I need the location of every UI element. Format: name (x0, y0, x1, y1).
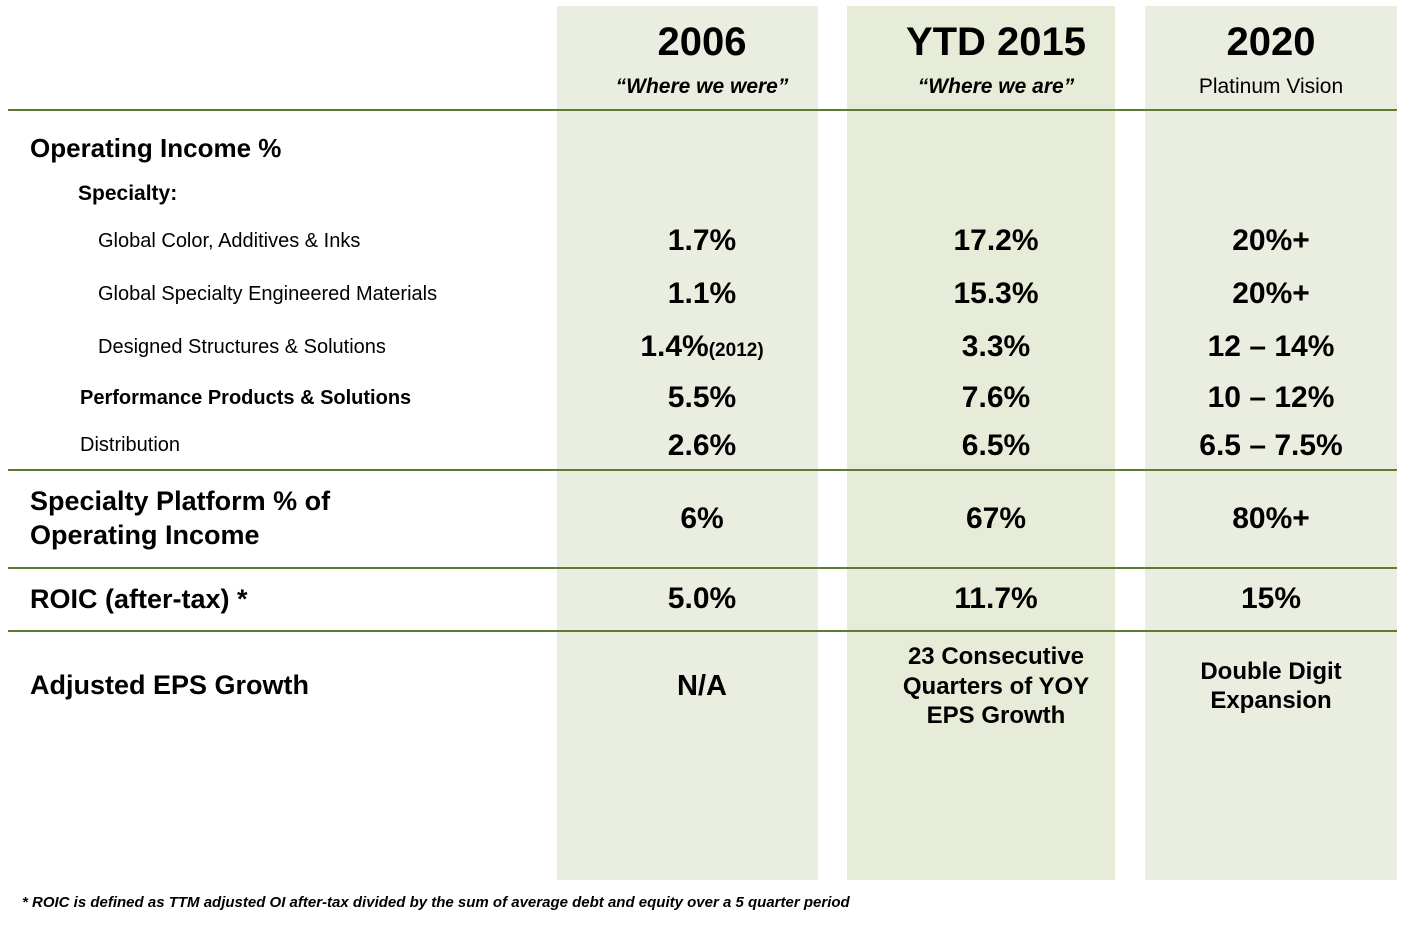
row-value-2006-dss (557, 320, 847, 373)
eps-ytd2015-line3: EPS Growth (926, 701, 1066, 729)
header-year-2006: 2006 (657, 20, 747, 64)
specialty-subgroup-2006 (557, 172, 847, 214)
operating-income-title-ytd2015 (847, 111, 1145, 172)
row-value-2020-distribution: 6.5 – 7.5% (1199, 428, 1343, 462)
row-value-ytd2015-gsem: 15.3% (953, 276, 1039, 310)
row-value-ytd2015-roic: 11.7% (954, 582, 1038, 616)
table-row (8, 422, 1397, 470)
row-value-ytd2015-pps: 7.6% (961, 380, 1031, 414)
row-label-dss: Designed Structures & Solutions (98, 336, 386, 358)
row-value-ytd2015-distribution: 6.5% (961, 428, 1031, 462)
table-row (8, 632, 1397, 740)
header-subtitle-2020: Platinum Vision (1198, 75, 1344, 98)
table-row (8, 320, 1397, 373)
row-value-2006-dss-number: 1.4% (640, 329, 709, 363)
specialty-platform-label-line2: Operating Income (30, 519, 260, 550)
operating-income-title-2020 (1145, 111, 1397, 172)
specialty-subgroup-2020 (1145, 172, 1397, 214)
table-row (8, 267, 1397, 320)
table-row (8, 569, 1397, 632)
row-label-specialty-platform (8, 471, 557, 568)
eps-ytd2015-line2: Quarters of YOY (902, 672, 1090, 700)
row-value-2020-dss: 12 – 14% (1207, 329, 1335, 363)
row-label-roic: ROIC (after-tax) * (30, 583, 248, 614)
row-value-2020-gsem: 20%+ (1232, 276, 1310, 310)
specialty-subgroup-ytd2015 (847, 172, 1145, 214)
header-row-years (8, 0, 1397, 62)
row-value-2020-specialty-platform: 80%+ (1232, 501, 1310, 535)
header-subtitle-ytd2015: “Where we are” (917, 75, 1075, 98)
header-row-subtitles (8, 62, 1397, 110)
row-value-2006-roic: 5.0% (667, 582, 737, 616)
row-value-2006-dss-note: (2012) (708, 339, 764, 361)
row-value-2006-gsem: 1.1% (667, 276, 737, 310)
header-empty-cell (8, 0, 557, 62)
row-value-2006-distribution: 2.6% (667, 428, 737, 462)
header-year-2020: 2020 (1226, 20, 1316, 64)
eps-2020-line2: Expansion (1210, 687, 1332, 715)
header-year-ytd2015: YTD 2015 (905, 20, 1087, 64)
row-label-gsem: Global Specialty Engineered Materials (98, 283, 438, 305)
specialty-subgroup-label: Specialty: (78, 182, 178, 205)
row-value-2006-global-color: 1.7% (667, 223, 737, 257)
row-value-2006-pps: 5.5% (667, 380, 737, 414)
row-label-eps-growth: Adjusted EPS Growth (30, 670, 310, 701)
row-label-pps: Performance Products & Solutions (80, 387, 412, 409)
row-label-global-color: Global Color, Additives & Inks (98, 230, 361, 252)
row-label-distribution: Distribution (80, 434, 181, 456)
footnote-roic-definition: * ROIC is defined as TTM adjusted OI after-tax divided by the sum of average debt and equity over a 5 quarter period (22, 894, 850, 911)
row-operating-income-title (8, 111, 1397, 172)
table-row (8, 471, 1397, 568)
row-specialty-subgroup (8, 172, 1397, 214)
header-subtitle-2006: “Where we were” (615, 75, 789, 98)
operating-income-title: Operating Income % (30, 133, 282, 163)
specialty-platform-label-line1: Specialty Platform % of (30, 486, 331, 516)
row-value-2020-global-color: 20%+ (1232, 223, 1310, 257)
table-row (8, 214, 1397, 267)
header-subtitle-empty-cell (8, 62, 557, 110)
row-value-2006-eps-growth: N/A (677, 669, 727, 702)
eps-2020-line1: Double Digit (1200, 657, 1342, 685)
row-value-ytd2015-dss: 3.3% (961, 329, 1031, 363)
row-value-2020-roic: 15% (1240, 582, 1302, 616)
row-value-ytd2015-specialty-platform: 67% (965, 501, 1027, 535)
row-value-2020-pps: 10 – 12% (1207, 380, 1335, 414)
row-value-ytd2015-eps-growth (847, 632, 1145, 740)
row-value-2006-specialty-platform: 6% (680, 501, 724, 535)
metrics-table (8, 0, 1397, 740)
table-row (8, 373, 1397, 422)
row-value-2020-eps-growth (1145, 632, 1397, 740)
operating-income-title-2006 (557, 111, 847, 172)
eps-ytd2015-line1: 23 Consecutive (907, 643, 1085, 671)
row-value-ytd2015-global-color: 17.2% (953, 223, 1039, 257)
